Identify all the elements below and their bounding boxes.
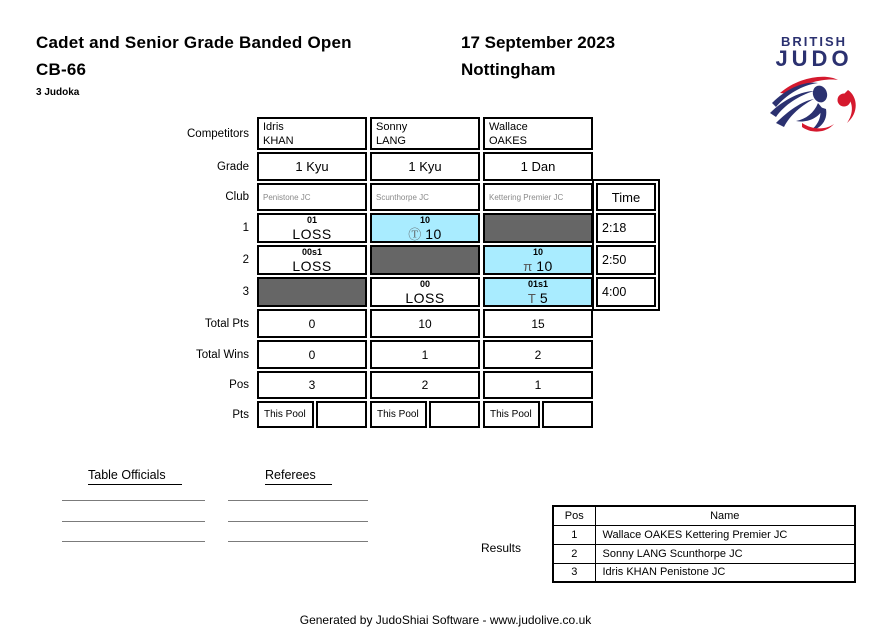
match-cell-loss <box>257 213 367 243</box>
first-name: Wallace <box>489 121 528 133</box>
first-name: Sonny <box>376 121 408 133</box>
pts-blank-cell <box>542 401 594 428</box>
club-lang: Scunthorpe JC <box>370 183 480 211</box>
this-pool-label: This Pool <box>483 401 540 428</box>
win-symbol: π <box>523 258 533 274</box>
result-pos: 2 <box>553 544 595 563</box>
pts-blank-cell <box>316 401 368 428</box>
event-location: Nottingham <box>461 60 556 79</box>
total-pts-lang: 10 <box>370 309 480 338</box>
match-cell-win <box>483 245 593 275</box>
logo-text-judo: JUDO <box>775 46 853 71</box>
win-points: 5 <box>539 289 549 306</box>
table-officials-heading: Table Officials <box>88 468 182 485</box>
grade-khan: 1 Kyu <box>257 152 367 181</box>
british-judo-logo <box>764 34 864 140</box>
total-wins-lang: 1 <box>370 340 480 369</box>
row-label-club: Club <box>225 191 249 203</box>
pts-cells-khan <box>257 401 367 428</box>
club-oakes: Kettering Premier JC <box>483 183 593 211</box>
results-row <box>553 563 855 582</box>
pts-cells-lang <box>370 401 480 428</box>
match-cell-loss <box>370 277 480 307</box>
pts-cells-oakes <box>483 401 593 428</box>
results-label: Results <box>481 541 522 555</box>
match-time: 2:18 <box>596 213 656 243</box>
this-pool-label: This Pool <box>370 401 427 428</box>
win-symbol: T <box>527 290 536 306</box>
match-result: LOSS <box>405 289 445 306</box>
pos-lang: 2 <box>370 371 480 399</box>
this-pool-label: This Pool <box>257 401 314 428</box>
category-code: CB-66 <box>36 60 87 79</box>
referees-heading: Referees <box>265 468 332 485</box>
results-table <box>552 505 856 583</box>
row-label-total-wins: Total Wins <box>195 348 249 361</box>
total-pts-oakes: 15 <box>483 309 593 338</box>
signature-line <box>62 521 205 522</box>
match-result <box>528 290 548 307</box>
match-score: 00 <box>419 279 430 289</box>
pts-blank-cell <box>429 401 481 428</box>
result-pos: 1 <box>553 525 595 544</box>
match-cell-loss <box>257 245 367 275</box>
results-header-row <box>553 506 855 525</box>
match-cell-win <box>370 213 480 243</box>
match-time: 4:00 <box>596 277 656 307</box>
result-name: Sonny LANG Scunthorpe JC <box>595 544 855 563</box>
competitor-name-oakes <box>483 117 593 150</box>
win-symbol: Ⓣ <box>408 226 422 242</box>
title-block <box>36 33 352 98</box>
match-cell-win <box>483 277 593 307</box>
match-result: LOSS <box>292 257 332 274</box>
grade-oakes: 1 Dan <box>483 152 593 181</box>
pos-khan: 3 <box>257 371 367 399</box>
match-result: LOSS <box>292 225 332 242</box>
total-pts-khan: 0 <box>257 309 367 338</box>
row-label-competitors: Competitors <box>187 127 249 140</box>
event-title: Cadet and Senior Grade Banded Open <box>36 33 352 52</box>
time-column-header: Time <box>596 183 656 211</box>
row-label-match-1: 1 <box>242 222 249 234</box>
sitout-cell <box>257 277 367 307</box>
row-label-total-pts: Total Pts <box>204 317 249 330</box>
competitor-name-lang <box>370 117 480 150</box>
row-label-match-2: 2 <box>242 254 249 266</box>
result-name: Idris KHAN Penistone JC <box>595 563 855 582</box>
pos-oakes: 1 <box>483 371 593 399</box>
competitor-name-khan <box>257 117 367 150</box>
signature-line <box>228 541 368 542</box>
total-wins-oakes: 2 <box>483 340 593 369</box>
last-name: LANG <box>376 134 406 147</box>
pool-sheet <box>187 117 656 428</box>
results-col-name: Name <box>595 506 855 525</box>
match-result <box>523 258 553 275</box>
match-score: 10 <box>532 247 543 257</box>
results-row <box>553 525 855 544</box>
logo-text-british: BRITISH <box>781 34 847 49</box>
sitout-cell <box>370 245 480 275</box>
row-label-grade: Grade <box>217 160 249 173</box>
judo-throw-figure-icon <box>768 73 860 135</box>
signature-line <box>62 541 205 542</box>
event-date: 17 September 2023 <box>461 33 616 52</box>
result-pos: 3 <box>553 563 595 582</box>
grade-lang: 1 Kyu <box>370 152 480 181</box>
date-block <box>461 33 615 80</box>
results-row <box>553 544 855 563</box>
signature-line <box>228 500 368 501</box>
total-wins-khan: 0 <box>257 340 367 369</box>
win-points: 10 <box>425 225 442 242</box>
last-name: OAKES <box>489 134 527 147</box>
last-name: KHAN <box>263 134 294 147</box>
footer-credit: Generated by JudoShiai Software - www.judolive.co.uk <box>299 613 592 627</box>
match-score: 10 <box>419 215 430 225</box>
match-time: 2:50 <box>596 245 656 275</box>
match-score: 01 <box>306 215 317 225</box>
match-score: 00s1 <box>301 247 323 257</box>
sitout-cell <box>483 213 593 243</box>
win-points: 10 <box>536 257 553 274</box>
signature-line <box>62 500 205 501</box>
match-score: 01s1 <box>527 279 549 289</box>
judoka-count: 3 Judoka <box>36 87 80 98</box>
results-col-pos: Pos <box>553 506 595 525</box>
row-label-pts: Pts <box>232 408 249 421</box>
row-label-pos: Pos <box>229 379 249 391</box>
club-khan: Penistone JC <box>257 183 367 211</box>
match-result <box>408 226 442 243</box>
signature-line <box>228 521 368 522</box>
first-name: Idris <box>263 121 284 133</box>
result-name: Wallace OAKES Kettering Premier JC <box>595 525 855 544</box>
row-label-match-3: 3 <box>242 286 249 298</box>
